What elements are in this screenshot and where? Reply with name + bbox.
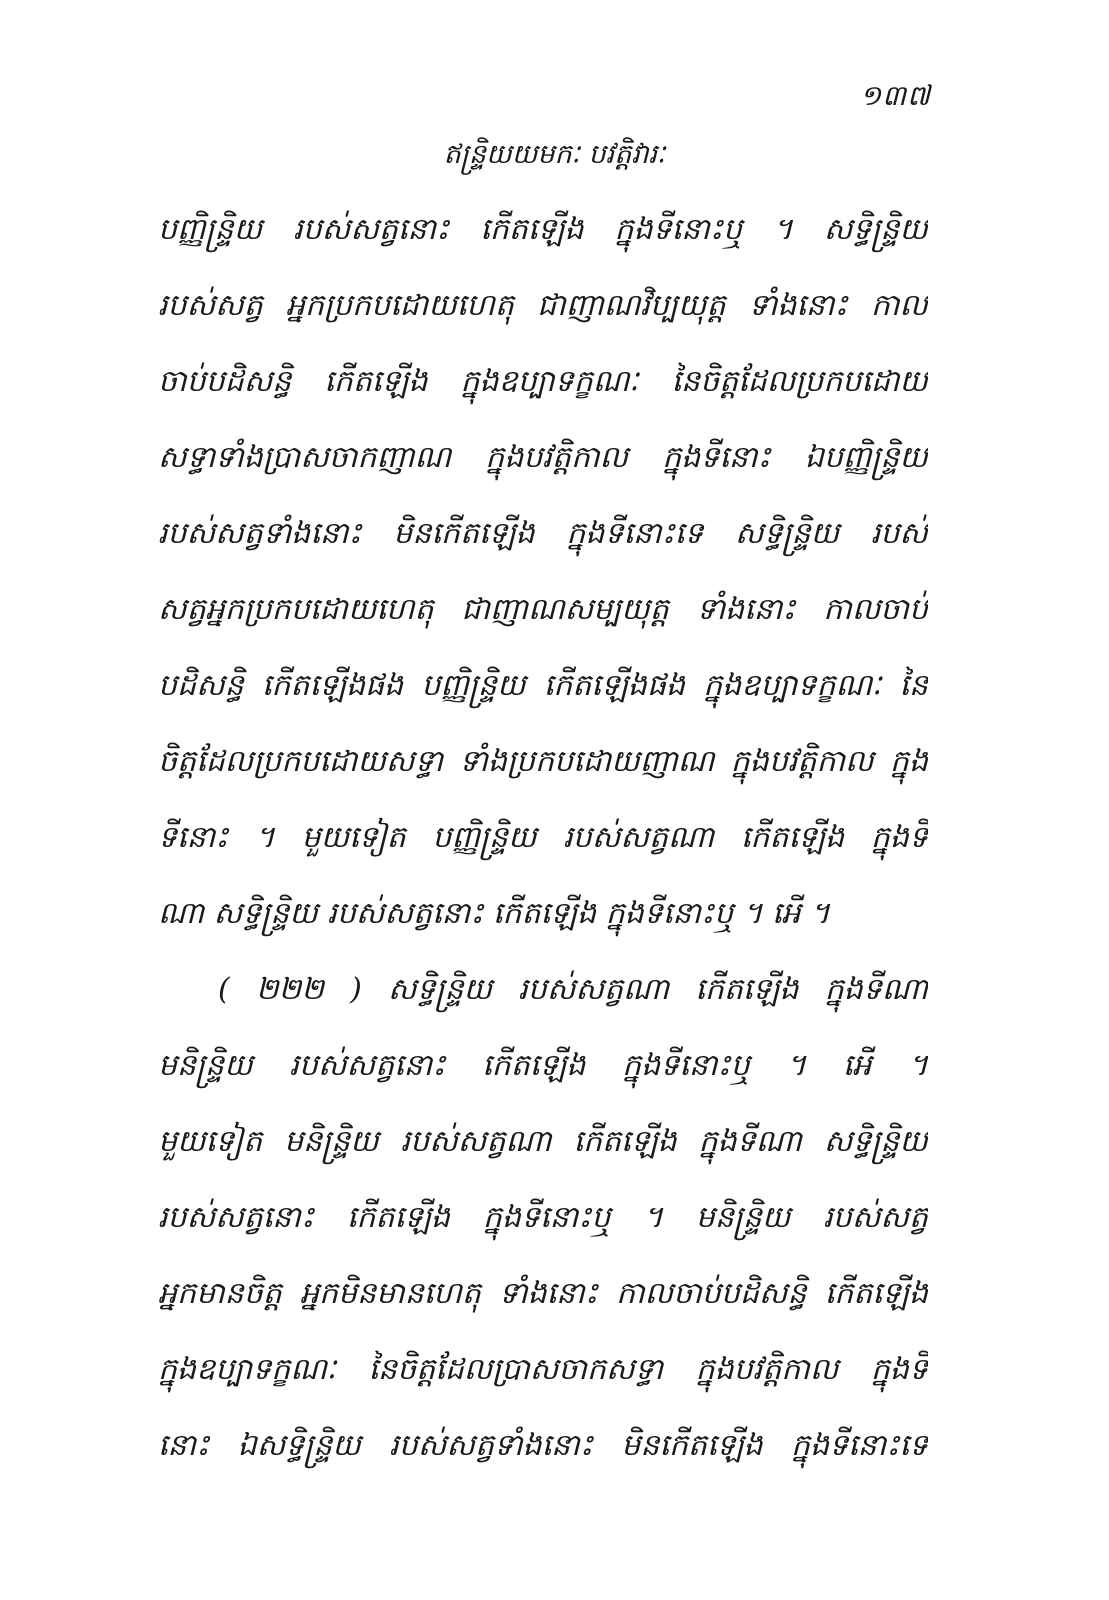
text-line: របស់សត្វនោះ កើតឡើង ក្នុងទីនោះឬ ។ មនិន្ទ្រិយ របស់សត្វ (158, 1200, 928, 1235)
text-line: ទីនោះ ។ មួយទៀត បញ្ញិន្ទ្រិយ របស់សត្វណា កើតឡើង ក្នុងទី (158, 820, 928, 855)
text-line: ក្នុងឧប្បាទក្ខណៈ នៃចិត្តដែលប្រាសចាកសទ្ធា ក្នុងបវត្តិកាល ក្នុងទី (158, 1352, 928, 1387)
text-line: របស់សត្វទាំងនោះ មិនកើតឡើង ក្នុងទីនោះទេ សទ្ធិន្ទ្រិយ របស់ (158, 516, 928, 551)
text-line: សត្វអ្នកប្រកបដោយហេតុ ជាញាណសម្បយុត្ត ទាំងនោះ កាលចាប់ (158, 592, 928, 627)
text-line: ចាប់បដិសន្ធិ កើតឡើង ក្នុងឧប្បាទក្ខណៈ នៃចិត្តដែលប្រកបដោយ (158, 364, 928, 399)
text-line: នោះ ឯសទ្ធិន្ទ្រិយ របស់សត្វទាំងនោះ មិនកើតឡើង ក្នុងទីនោះទេ (158, 1428, 928, 1463)
text-line: ណា សទ្ធិន្ទ្រិយ របស់សត្វនោះ កើតឡើង ក្នុងទីនោះឬ ។ អើ ។ (158, 896, 830, 931)
text-line: មួយទៀត មនិន្ទ្រិយ របស់សត្វណា កើតឡើង ក្នុងទីណា សទ្ធិន្ទ្រិយ (158, 1124, 928, 1159)
text-line: បដិសន្ធិ កើតឡើងផង បញ្ញិន្ទ្រិយ កើតឡើងផង ក្នុងឧប្បាទក្ខណៈ នៃ (158, 668, 928, 703)
text-line: អ្នកមានចិត្ត អ្នកមិនមានហេតុ ទាំងនោះ កាលចាប់បដិសន្ធិ កើតឡើង (158, 1276, 928, 1311)
running-header: ឥន្ទ្រិយយមកៈ បវត្តិវារៈ (443, 139, 666, 170)
body-text (158, 200, 928, 1492)
text-line: សទ្ធាទាំងប្រាសចាកញាណ ក្នុងបវត្តិកាល ក្នុងទីនោះ ឯបញ្ញិន្ទ្រិយ (158, 440, 928, 475)
page-number: ១៣៧ (859, 79, 931, 112)
text-line: ចិត្តដែលប្រកបដោយសទ្ធា ទាំងប្រកបដោយញាណ ក្នុងបវត្តិកាល ក្នុង (158, 744, 928, 779)
text-line: មនិន្ទ្រិយ របស់សត្វនោះ កើតឡើង ក្នុងទីនោះឬ ។ អើ ។ (158, 1048, 928, 1083)
text-line: បញ្ញិន្ទ្រិយ របស់សត្វនោះ កើតឡើង ក្នុងទីនោះឬ ។ សទ្ធិន្ទ្រិយ (158, 212, 928, 247)
text-line: របស់សត្វ អ្នកប្រកបដោយហេតុ ជាញាណវិប្បយុត្ត ទាំងនោះ កាល (158, 288, 928, 323)
paragraph-start-line: ( ២២២ ) សទ្ធិន្ទ្រិយ របស់សត្វណា កើតឡើង ក្នុងទីណា (218, 972, 928, 1007)
